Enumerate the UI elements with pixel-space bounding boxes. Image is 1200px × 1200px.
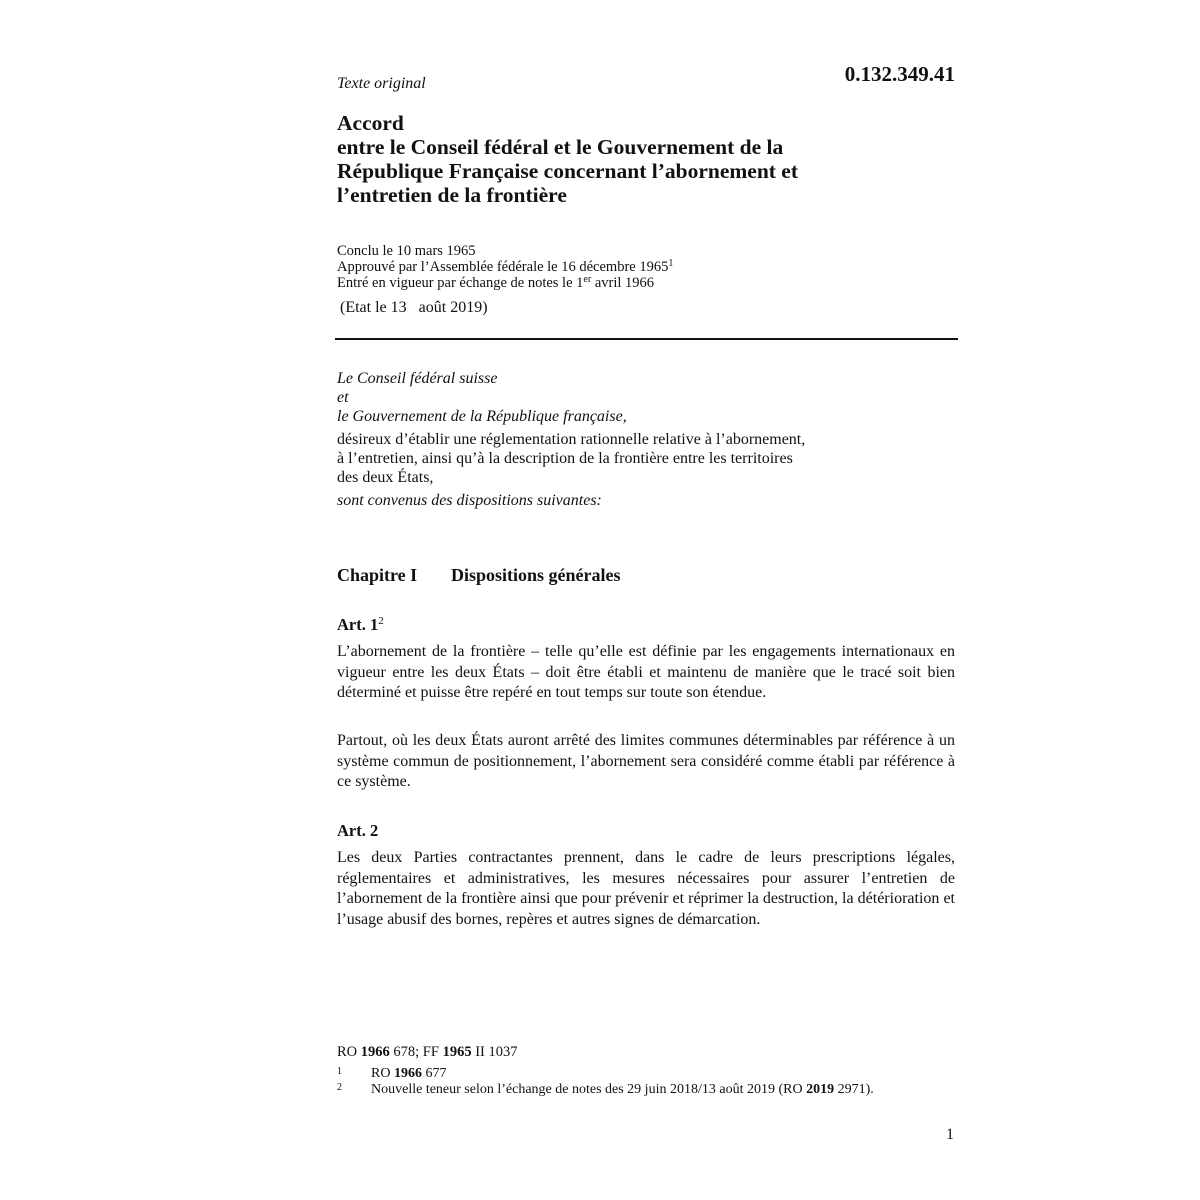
approval-date: Approuvé par l’Assemblée fédérale le 16 décembre 1965$^1$: [337, 258, 674, 275]
conjunction: et: [337, 389, 349, 406]
title-line: République Française concernant l’abornement et: [337, 159, 799, 183]
article-1-paragraph-1: L’abornement de la frontière – telle qu’elle est définie par les engagements internationaux en vigueur entre les deux États – doit être établi et maintenu de manière que le tracé soit bien déterminé et puisse être repéré en tout temps sur toute son étendue.: [337, 643, 955, 701]
chapter-heading: [337, 565, 621, 586]
divider-rule: [335, 338, 958, 340]
article-2-paragraph-1: Les deux Parties contractantes prennent, dans le cadre de leurs prescriptions légales, réglementaires et administratives, les mesures nécessaires pour assurer l’entretien de l’abornement de la frontière ainsi que pour prévenir et réprimer la destruction, la détérioration et l’usage abusif des bornes, repères et autres signes de démarcation.: [337, 849, 955, 928]
article-1-heading: Art. $1^2$: [337, 615, 384, 634]
document-title: [337, 111, 897, 207]
desire-clause: désireux d’établir une réglementation rationnelle relative à l’abornement, à l’entretien, ainsi qu’à la description de la frontière entre les territoires des deux États,: [337, 431, 806, 486]
status-date: (Etat le 13 août 2019): [340, 299, 488, 316]
sr-number: 0.132.349.41: [844, 62, 955, 86]
publication-reference: RO 1966 678; FF 1965 II 1037: [337, 1044, 518, 1060]
chapter-title: Dispositions générales: [451, 565, 621, 585]
chapter-number: Chapitre I: [337, 565, 418, 585]
title-line: entre le Conseil fédéral et le Gouvernement de la: [337, 135, 784, 159]
party-two: le Gouvernement de la République française,: [337, 408, 627, 425]
concluded-date: Conclu le 10 mars 1965: [337, 243, 476, 259]
article-1-paragraph-2: Partout, où les deux États auront arrêté des limites communes déterminables par référence à un système commun de positionnement, l’abornement sera considéré comme établi par référence à ce système.: [337, 732, 955, 790]
agreement-clause: sont convenus des dispositions suivantes:: [337, 492, 602, 509]
document-metadata: [337, 243, 673, 291]
party-one: Le Conseil fédéral suisse: [337, 370, 498, 387]
title-line: l’entretien de la frontière: [337, 183, 567, 207]
article-2-heading: Art. 2: [337, 821, 379, 840]
preamble: [337, 369, 897, 510]
footnote-ref[interactable]: 1: [668, 258, 674, 269]
title-line: Accord: [337, 111, 404, 135]
page-number: 1: [946, 1126, 954, 1143]
original-text-label: Texte original: [337, 75, 426, 92]
footnote-ref[interactable]: 2: [378, 615, 384, 627]
footnote-1: 1 RO 1966 677: [337, 1066, 447, 1081]
entry-into-force: Entré en vigueur par échange de notes le 1er avril 1966: [337, 274, 655, 291]
footnote-2: 2 Nouvelle teneur selon l’échange de notes des 29 juin 2018/13 août 2019 (RO 2019 2971).: [337, 1082, 874, 1097]
